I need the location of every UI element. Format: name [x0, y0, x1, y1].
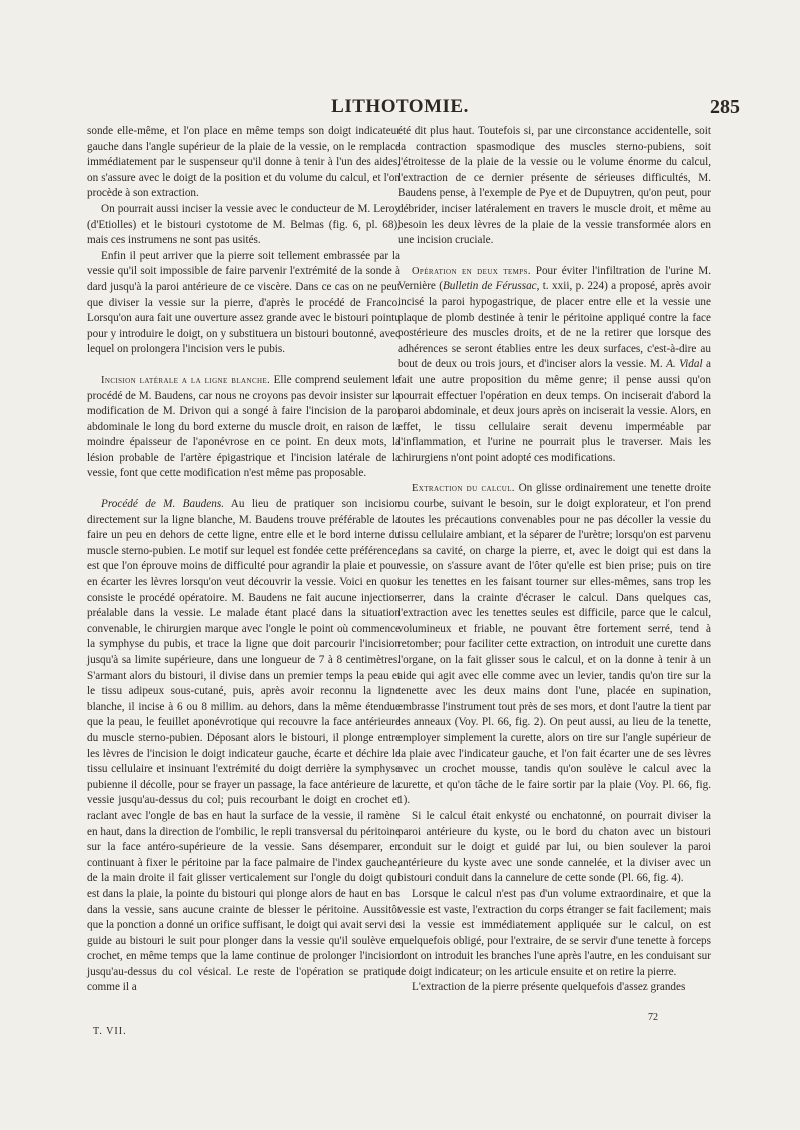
paragraph: On pourrait aussi inciser la vessie avec le conducteur de M. Leroy (d'Etiolles) et le bistouri cystotome de M. Belmas (fig. 6, pl. 68), mais ces instrumens ne sont pas usités.	[87, 202, 400, 247]
paragraph: Lorsque le calcul n'est pas d'un volume extraordinaire, et que la vessie est vaste, l'extraction du corps étranger se fait facilement; mais si la vessie est immédiatement appliquée sur le calcul, on est quelquefois obligé, pour l'extraire, de se servir d'une tenette à forceps dont on introduit les branches l'une après l'autre, en les conduisant sur le doigt indicateur; on les articule ensuite et on retire la pierre.	[398, 887, 711, 978]
paragraph: L'extraction de la pierre présente quelquefois d'assez grandes	[412, 981, 686, 994]
paragraph: été dit plus haut. Toutefois si, par une circonstance accidentelle, soit la contraction spasmodique des muscles sterno-pubiens, soit l'étroitesse de la plaie de la vessie ou le volume énorme du calcul, l'extraction de ce dernier présente de sérieuses difficultés, M. Baudens pense, à l'exemple de Pye et de Dupuytren, qu'on peut, pour débrider, inciser latéralement en travers le muscle droit, et même au besoin les deux lèvres de la plaie de la vessie transformée alors en une incision cruciale.	[398, 125, 711, 247]
section-paragraph	[87, 373, 400, 482]
paragraph-text: On glisse ordinairement une tenette droite ou courbe, suivant le besoin, sur le doigt explorateur, et l'on prend toutes les précautions convenables pour ne pas décoller la vessie du tissu cellulaire ambiant, et la séparer de l'urètre; lorsqu'on est parvenu dans sa cavité, on charge la pierre, et, avec le doigt qui est dans la vessie, on s'assure avant de l'ôter qu'elle est bien prise; puis on tire sur les tenettes en les faisant tourner sur elles-mêmes, sans trop les serrer, dans la crainte d'écraser le calcul. Dans quelques cas, l'extraction avec les tenettes seules est difficile, parce que le calcul, volumineux et friable, ne pouvant être fortement serré, tend à retomber; pour faciliter cette extraction, on introduit une curette dans l'organe, on la fait glisser sous le calcul, et on la donne à tenir à un aide qui agit avec elle comme avec un levier, tandis qu'on tire sur la tenette avec les deux mains dont l'une, placée en supination, embrasse l'instrument tout près de ses mors, et dont l'autre la tient par les anneaux (Voy. Pl. 66, fig. 2). On peut aussi, au lieu de la tenette, employer simplement la curette, alors on tire sur l'angle supérieur de la plaie avec l'indicateur gauche, et l'on fait écarter une de ses lèvres avec un crochet mousse, tandis qu'on soulève le calcul avec la curette, et qu'on tâche de le faire sortir par la plaie (Voy. Pl. 66, fig. 1).	[398, 482, 712, 807]
section-heading: Incision latérale a la ligne blanche.	[101, 374, 271, 386]
paragraph: sonde elle-même, et l'on place en même temps son doigt indicateur gauche dans l'angle supérieur de la plaie de la vessie, on le remplace immédiatement par le suspenseur qu'il donne à tenir à l'un des aides, on s'assure avec le doigt de la position et du volume du calcul, et l'on procède à son extraction.	[87, 125, 400, 200]
right-column	[398, 124, 711, 996]
section-heading: Extraction du calcul.	[412, 483, 515, 495]
page-header	[60, 96, 740, 126]
volume-mark: T. VII.	[93, 1026, 127, 1037]
paragraph-text: a fait une autre proposition du même genre; il pense aussi qu'on pourrait effectuer l'opération en deux temps. On inciserait d'abord la paroi abdominale, et deux jours après on inciserait la vessie. Alors, en effet, le tissu cellulaire serait devenu imperméable par l'inflammation, et l'urine ne pourrait plus le traverser. Mais les chirurgiens n'ont point adopté ces modifications.	[398, 358, 711, 464]
paragraph: Si le calcul était enkysté ou enchatonné, on pourrait diviser la paroi antérieure du kyste, ou le bord du chaton avec un bistouri conduit sur le doigt et guidé par lui, ou bien soulever la paroi antérieure du kyste avec une sonde cannelée, et la diviser avec un bistouri conduit dans la cannelure de cette sonde (Pl. 66, fig. 4).	[398, 809, 711, 885]
citation: Bulletin de Férussac,	[442, 280, 540, 293]
paragraph-text: t. xxii, p. 224) a proposé, après avoir incisé la paroi hypogastrique, de placer entre elle et la vessie une plaque de plomb destinée à tenir le péritoine appliqué contre la face postérieure des muscles droits, et de ne la retirer que lorsque des adhérences se seront établies entre les deux surfaces, c'est-à-dire au bout de deux ou trois jours, et d'inciser alors la vessie. M.	[398, 280, 711, 371]
section-heading: Procédé de M. Baudens.	[101, 498, 224, 511]
page-number: 285	[710, 96, 740, 118]
section-heading: Opération en deux temps.	[412, 265, 531, 277]
paragraph-text: Pour éviter l'infiltration de l'urine M. Vernière (	[398, 264, 711, 293]
left-column	[87, 124, 400, 996]
paragraph-text: Au lieu de pratiquer son incision directement sur la ligne blanche, M. Baudens trouve préférable de la faire un peu en dehors de cette ligne, entre elle et le bord interne du muscle sterno-pubien. Le motif sur lequel est fondée cette préférence, est que l'on éprouve moins de difficulté pour agrandir la plaie et pour en écarter les lèvres lorsqu'on veut découvrir la vessie. Voici en quoi consiste le procédé opératoire. M. Baudens ne fait aucune injection préalable dans la vessie. Le malade étant placé dans la situation convenable, le chirurgien marque avec l'ongle le point où commence la symphyse du pubis, et trace la ligne que doit parcourir l'incision jusqu'à sa limite supérieure, dans une longueur de 7 à 8 centimètres. S'armant alors du bistouri, il divise dans un premier temps la peau et le tissu adipeux sous-cutané, puis, après avoir reconnu la ligne blanche, il incise à 6 ou 8 millim. au dehors, dans la même étendue que la peau, le feuillet aponévrotique qui recouvre la face antérieure du muscle sterno-pubien. Déposant alors le bistouri, il plonge entre les lèvres de l'incision le doigt indicateur gauche, écarte et déchire le tissu cellulaire et insinuant l'extrémité du doigt derrière la symphyse pubienne il décolle, pour se frayer un passage, la face antérieure de la vessie jusqu'au-dessus du col; puis recourbant le doigt en crochet et raclant avec l'ongle de bas en haut la surface de la vessie, il ramène en haut, dans la direction de l'ombilic, le repli transversal du péritoine sur la face antéro-supérieure de la vessie. Sans désemparer, en continuant à fixer le péritoine par la face palmaire de l'index gauche, de la main droite il fait glisser verticalement sur l'ongle du doigt qui est dans la plaie, la pointe du bistouri qui plonge alors de haut en bas dans la vessie, sans aucune crainte de blesser le péritoine. Aussitôt que la ponction a donné un orifice suffisant, le doigt qui avait servi de guide au bistouri le suit pour plonger dans la vessie qu'il soulève en crochet, en même temps que la lame continue de prolonger l'incision jusqu'au-dessus du col vésical. Le reste de l'opération se pratique comme il a	[87, 498, 401, 994]
section-paragraph	[398, 481, 711, 808]
paragraph-text: Elle comprend seulement le procédé de M. Baudens, car nous ne croyons pas devoir insister sur la modification de M. Drivon qui a songé à faire l'incision de la paroi abdominale le long du bord externe du muscle droit, en raison de la moindre épaisseur de l'aponévrose en ce point. En deux mots, la lésion probable de l'artère épigastrique et l'incision latérale de la vessie, font que cette modification n'est même pas proposable.	[87, 373, 401, 480]
author-name: A. Vidal	[666, 358, 703, 371]
paragraph: Enfin il peut arriver que la pierre soit tellement embrassée par la vessie qu'il soit impossible de faire parvenir l'extrémité de la sonde à dard jusqu'à la paroi antérieure de ce viscère. Dans ce cas on ne peut que diviser la vessie sur la pierre, d'après le procédé de Franco. Lorsqu'on aura fait une ouverture assez grande avec le bistouri pointu pour y introduire le doigt, on y substituera un bistouri boutonné, avec lequel on prolongera l'incision vers le pubis.	[87, 249, 400, 356]
running-title: LITHOTOMIE.	[331, 96, 469, 117]
section-paragraph	[87, 497, 400, 996]
signature-mark: 72	[648, 1012, 658, 1023]
section-paragraph	[398, 264, 711, 467]
